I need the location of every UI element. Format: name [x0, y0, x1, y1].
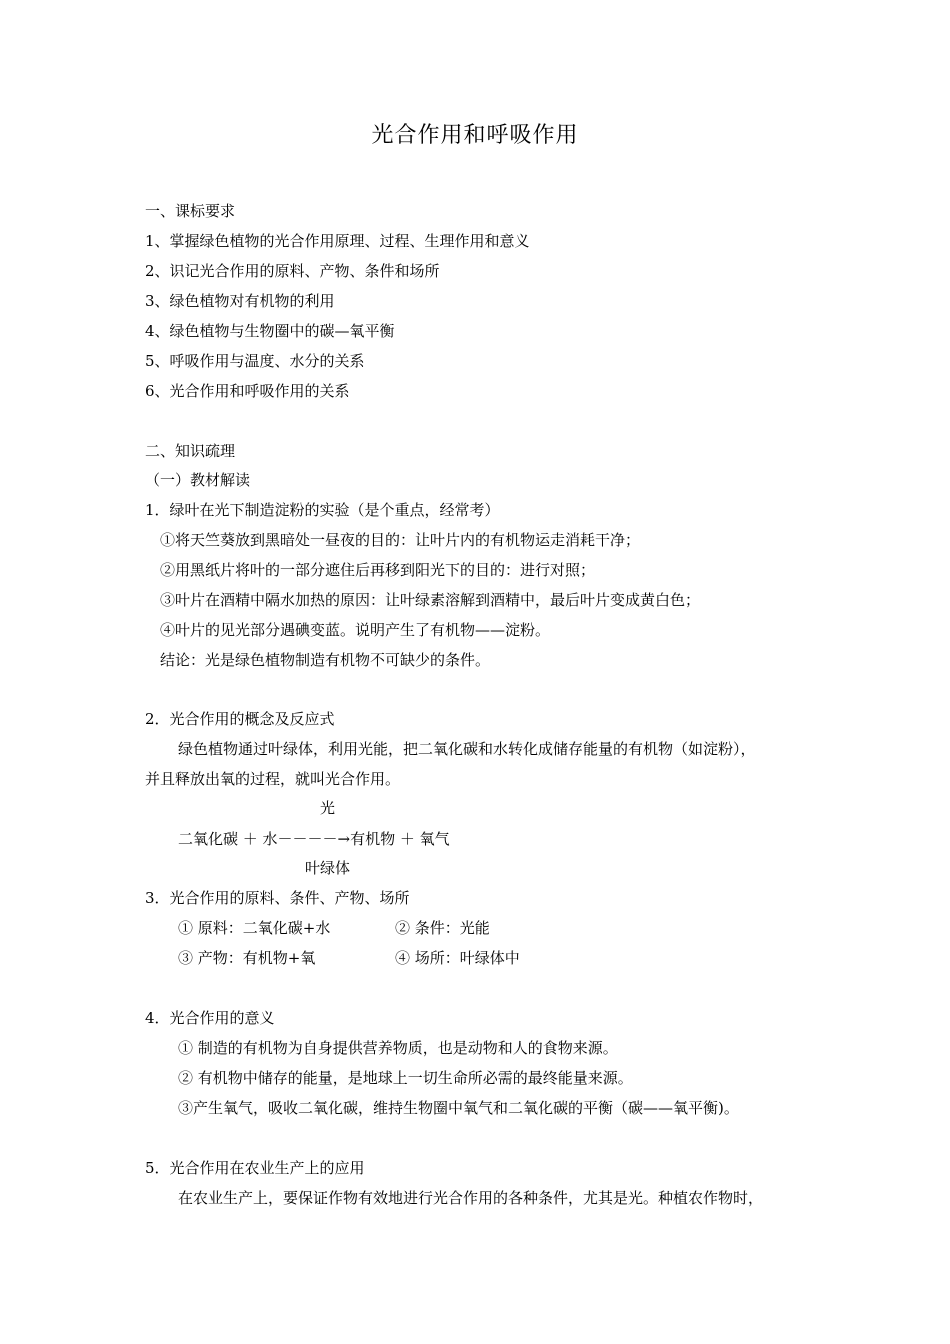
p2-heading: 2．光合作用的概念及反应式	[145, 710, 335, 728]
p2-text-continued: 并且释放出氧的过程，就叫光合作用。	[145, 770, 401, 788]
p5-text: 在农业生产上，要保证作物有效地进行光合作用的各种条件，尤其是光。种植农作物时，	[178, 1189, 764, 1207]
list-item: ④叶片的见光部分遇碘变蓝。说明产生了有机物——淀粉。	[160, 621, 551, 639]
section2-subheading: （一）教材解读	[145, 471, 251, 489]
p4-heading: 4．光合作用的意义	[145, 1009, 275, 1027]
list-item: 6、光合作用和呼吸作用的关系	[145, 382, 350, 400]
list-item: 2、识记光合作用的原料、产物、条件和场所	[145, 262, 440, 280]
p1-heading: 1．绿叶在光下制造淀粉的实验（是个重点，经常考）	[145, 501, 500, 519]
list-item: ③产生氧气，吸收二氧化碳，维持生物圈中氧气和二氧化碳的平衡（碳——氧平衡)。	[178, 1099, 739, 1117]
list-item: 3、绿色植物对有机物的利用	[145, 292, 335, 310]
equation-condition-above: 光	[320, 799, 336, 817]
list-item: ②用黑纸片将叶的一部分遮住后再移到阳光下的目的：进行对照；	[160, 561, 596, 579]
p3-product: ③ 产物：有机物+氧	[178, 949, 316, 967]
equation: 二氧化碳 ＋ 水－－－－→有机物 ＋ 氧气	[178, 830, 450, 848]
p3-place: ④ 场所：叶绿体中	[395, 949, 520, 967]
p2-text: 绿色植物通过叶绿体，利用光能，把二氧化碳和水转化成储存能量的有机物（如淀粉），	[178, 740, 756, 758]
conclusion: 结论：光是绿色植物制造有机物不可缺少的条件。	[160, 651, 491, 669]
p3-condition: ② 条件：光能	[395, 919, 490, 937]
p3-raw-material: ① 原料：二氧化碳+水	[178, 919, 331, 937]
p3-heading: 3．光合作用的原料、条件、产物、场所	[145, 889, 410, 907]
section1-heading: 一、课标要求	[145, 202, 236, 220]
list-item: ①将天竺葵放到黑暗处一昼夜的目的：让叶片内的有机物运走消耗干净；	[160, 531, 641, 549]
list-item: 5、呼吸作用与温度、水分的关系	[145, 352, 365, 370]
list-item: 1、掌握绿色植物的光合作用原理、过程、生理作用和意义	[145, 232, 530, 250]
page-title: 光合作用和呼吸作用	[371, 123, 579, 148]
equation-condition-below: 叶绿体	[305, 859, 351, 877]
p5-heading: 5．光合作用在农业生产上的应用	[145, 1159, 365, 1177]
list-item: 4、绿色植物与生物圈中的碳—氧平衡	[145, 322, 395, 340]
section2-heading: 二、知识疏理	[145, 442, 236, 460]
list-item: ② 有机物中储存的能量，是地球上一切生命所必需的最终能量来源。	[178, 1069, 633, 1087]
list-item: ③叶片在酒精中隔水加热的原因：让叶绿素溶解到酒精中，最后叶片变成黄白色；	[160, 591, 701, 609]
list-item: ① 制造的有机物为自身提供营养物质，也是动物和人的食物来源。	[178, 1039, 618, 1057]
